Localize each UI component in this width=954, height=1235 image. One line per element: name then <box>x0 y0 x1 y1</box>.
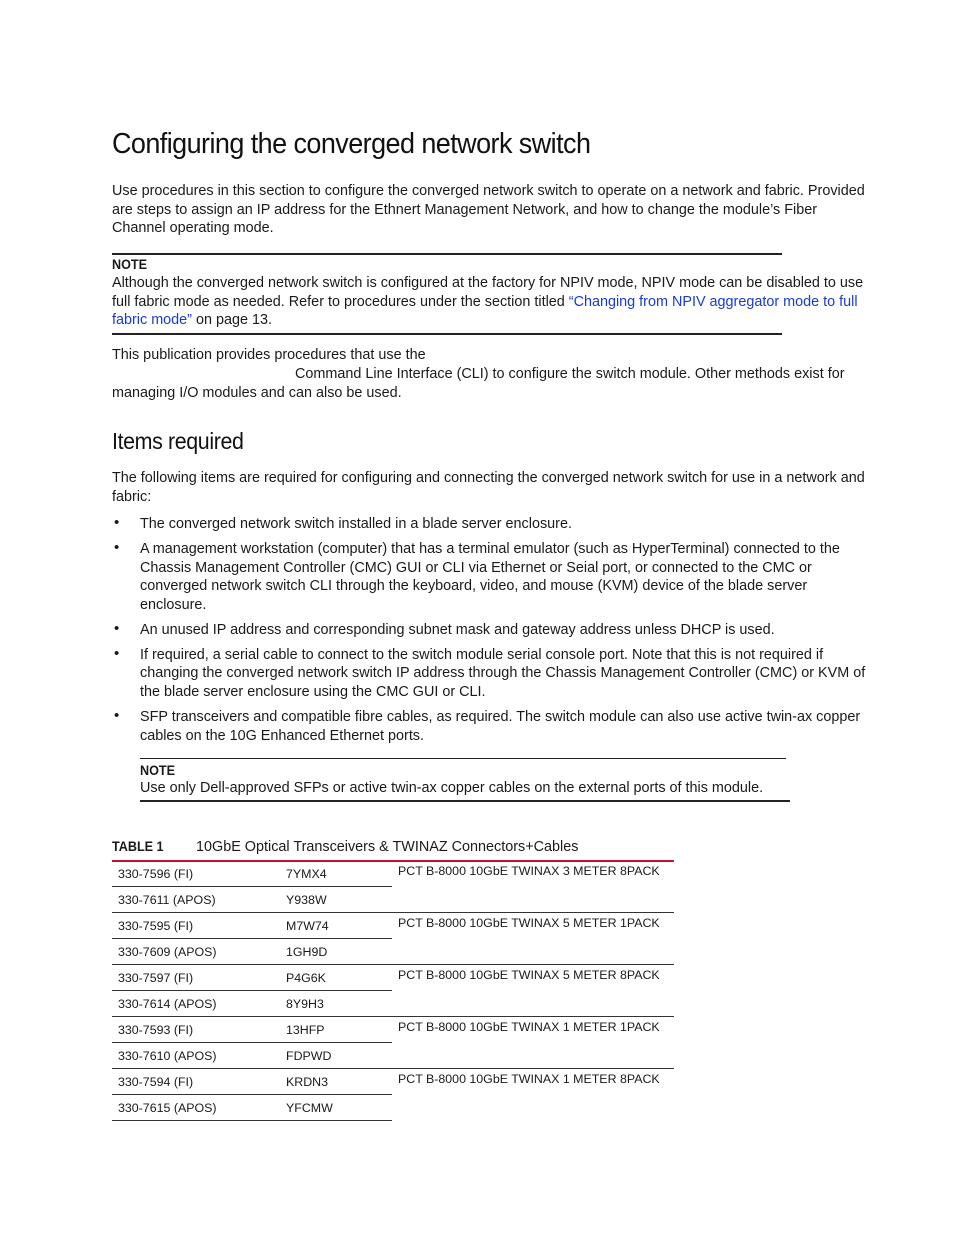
code-cell: M7W74 <box>280 913 392 939</box>
list-item-text: If required, a serial cable to connect to the switch module serial console port. Note that this is not required if changing the converged network switch IP address through the Chassis Management Controller (CMC) or KVM of the blade server enclosure using the CMC GUI or CLI. <box>140 646 866 701</box>
table-row <box>112 913 674 939</box>
part-number: 330-7610 <box>118 1048 171 1063</box>
code-cell: P4G6K <box>280 965 392 991</box>
part-type: (APOS) <box>173 1048 217 1063</box>
note2-text: Use only Dell-approved SFPs or active twin-ax copper cables on the external ports of this module. <box>140 780 764 796</box>
note1-text-before: Although the converged network switch is configured at the factory for NPIV mode, NPIV mode can be disabled to use full fabric mode as needed. Refer to procedures under the section titled <box>112 275 864 310</box>
part-number: 330-7596 <box>118 866 171 881</box>
part-number-cell <box>112 1095 280 1121</box>
list-item <box>112 515 872 534</box>
code-cell: YFCMW <box>280 1095 392 1121</box>
part-number-cell <box>112 913 280 939</box>
table-row <box>112 965 674 991</box>
part-number: 330-7593 <box>118 1022 171 1037</box>
items-list <box>112 515 872 752</box>
list-item-text: An unused IP address and corresponding subnet mask and gateway address unless DHCP is used. <box>140 621 775 638</box>
list-item <box>112 621 872 640</box>
list-item-text: A management workstation (computer) that has a terminal emulator (such as HyperTerminal) connected to the Chassis Management Controller (CMC) GUI or CLI via Ethernet or Seial port, or connected to the CMC or converged network switch CLI through the keyboard, video, and mouse (KVM) device of the blade server enclosure. <box>140 540 840 613</box>
part-number: 330-7609 <box>118 944 171 959</box>
table-row <box>112 1069 674 1095</box>
bullet-marker: • <box>114 707 120 725</box>
items-intro-paragraph: The following items are required for configuring and connecting the converged network switch for use in a network and fabric: <box>112 470 865 505</box>
part-number: 330-7611 <box>118 892 170 907</box>
part-number: 330-7615 <box>118 1100 171 1115</box>
table-row <box>112 1017 674 1043</box>
description-cell: PCT B-8000 10GbE TWINAX 5 METER 1PACK <box>392 913 674 965</box>
note2-bottom-rule <box>140 800 790 802</box>
part-number-cell <box>112 1017 280 1043</box>
publication-line-2: Command Line Interface (CLI) to configure the switch module. Other methods exist for managing I/O modules and can also be used. <box>112 366 845 401</box>
bullet-marker: • <box>114 538 120 556</box>
publication-line-1: This publication provides procedures that use the <box>112 347 426 363</box>
part-number-cell <box>112 991 280 1017</box>
code-cell: 1GH9D <box>280 939 392 965</box>
part-type: (APOS) <box>173 996 217 1011</box>
note1-text-after: on page 13. <box>191 312 273 329</box>
part-number-cell <box>112 861 280 887</box>
code-cell: FDPWD <box>280 1043 392 1069</box>
list-item <box>112 646 872 702</box>
part-type: (FI) <box>173 1022 194 1037</box>
note1-text <box>112 274 872 330</box>
description-cell: PCT B-8000 10GbE TWINAX 5 METER 8PACK <box>392 965 674 1017</box>
table-row <box>112 861 674 887</box>
note1-label: NOTE <box>112 256 148 272</box>
npiv-section-link[interactable]: “Changing from NPIV aggregator mode to full fabric mode” <box>112 293 858 329</box>
code-cell: 8Y9H3 <box>280 991 392 1017</box>
list-item <box>112 540 872 615</box>
part-type: (FI) <box>173 1074 194 1089</box>
part-type: (FI) <box>173 970 194 985</box>
part-type: (FI) <box>173 866 194 881</box>
code-cell: 7YMX4 <box>280 861 392 887</box>
part-type: (FI) <box>173 918 194 933</box>
description-cell: PCT B-8000 10GbE TWINAX 1 METER 1PACK <box>392 1017 674 1069</box>
part-number-cell <box>112 887 280 913</box>
list-item-text: SFP transceivers and compatible fibre cables, as required. The switch module can also use active twin-ax copper cables on the 10G Enhanced Ethernet ports. <box>140 709 861 744</box>
table-label: TABLE 1 <box>112 838 164 854</box>
table-title: 10GbE Optical Transceivers & TWINAZ Connectors+Cables <box>196 839 579 855</box>
part-number-cell <box>112 939 280 965</box>
part-type: (APOS) <box>172 892 216 907</box>
part-number: 330-7595 <box>118 918 171 933</box>
list-item-text: The converged network switch installed in a blade server enclosure. <box>140 516 572 532</box>
part-type: (APOS) <box>173 944 217 959</box>
description-cell: PCT B-8000 10GbE TWINAX 1 METER 8PACK <box>398 1072 660 1086</box>
intro-paragraph: Use procedures in this section to configure the converged network switch to operate on a network and fabric. Provided are steps to assign an IP address for the Ethnert Management Network, and how to change the module’s Fiber Channel operating mode. <box>112 183 865 237</box>
list-item <box>112 708 872 745</box>
page-title: Configuring the converged network switch <box>112 128 591 160</box>
part-number: 330-7597 <box>118 970 171 985</box>
bullet-marker: • <box>114 644 120 662</box>
note2-top-rule <box>140 758 786 759</box>
transceiver-table <box>112 861 674 1121</box>
bullet-marker: • <box>114 514 120 531</box>
part-number-cell <box>112 1043 280 1069</box>
bullet-marker: • <box>114 619 120 637</box>
part-number: 330-7614 <box>118 996 171 1011</box>
items-required-heading: Items required <box>112 428 244 454</box>
code-cell: 13HFP <box>280 1017 392 1043</box>
description-cell: PCT B-8000 10GbE TWINAX 3 METER 8PACK <box>392 861 674 913</box>
note1-top-rule <box>112 253 782 255</box>
part-number-cell <box>112 1069 280 1095</box>
code-cell: Y938W <box>280 887 392 913</box>
part-type: (APOS) <box>173 1100 217 1115</box>
part-number-cell <box>112 965 280 991</box>
note2-label: NOTE <box>140 762 176 778</box>
note1-bottom-rule <box>112 333 782 335</box>
table-caption <box>112 838 578 855</box>
code-cell: KRDN3 <box>280 1069 392 1095</box>
part-number: 330-7594 <box>118 1074 171 1089</box>
